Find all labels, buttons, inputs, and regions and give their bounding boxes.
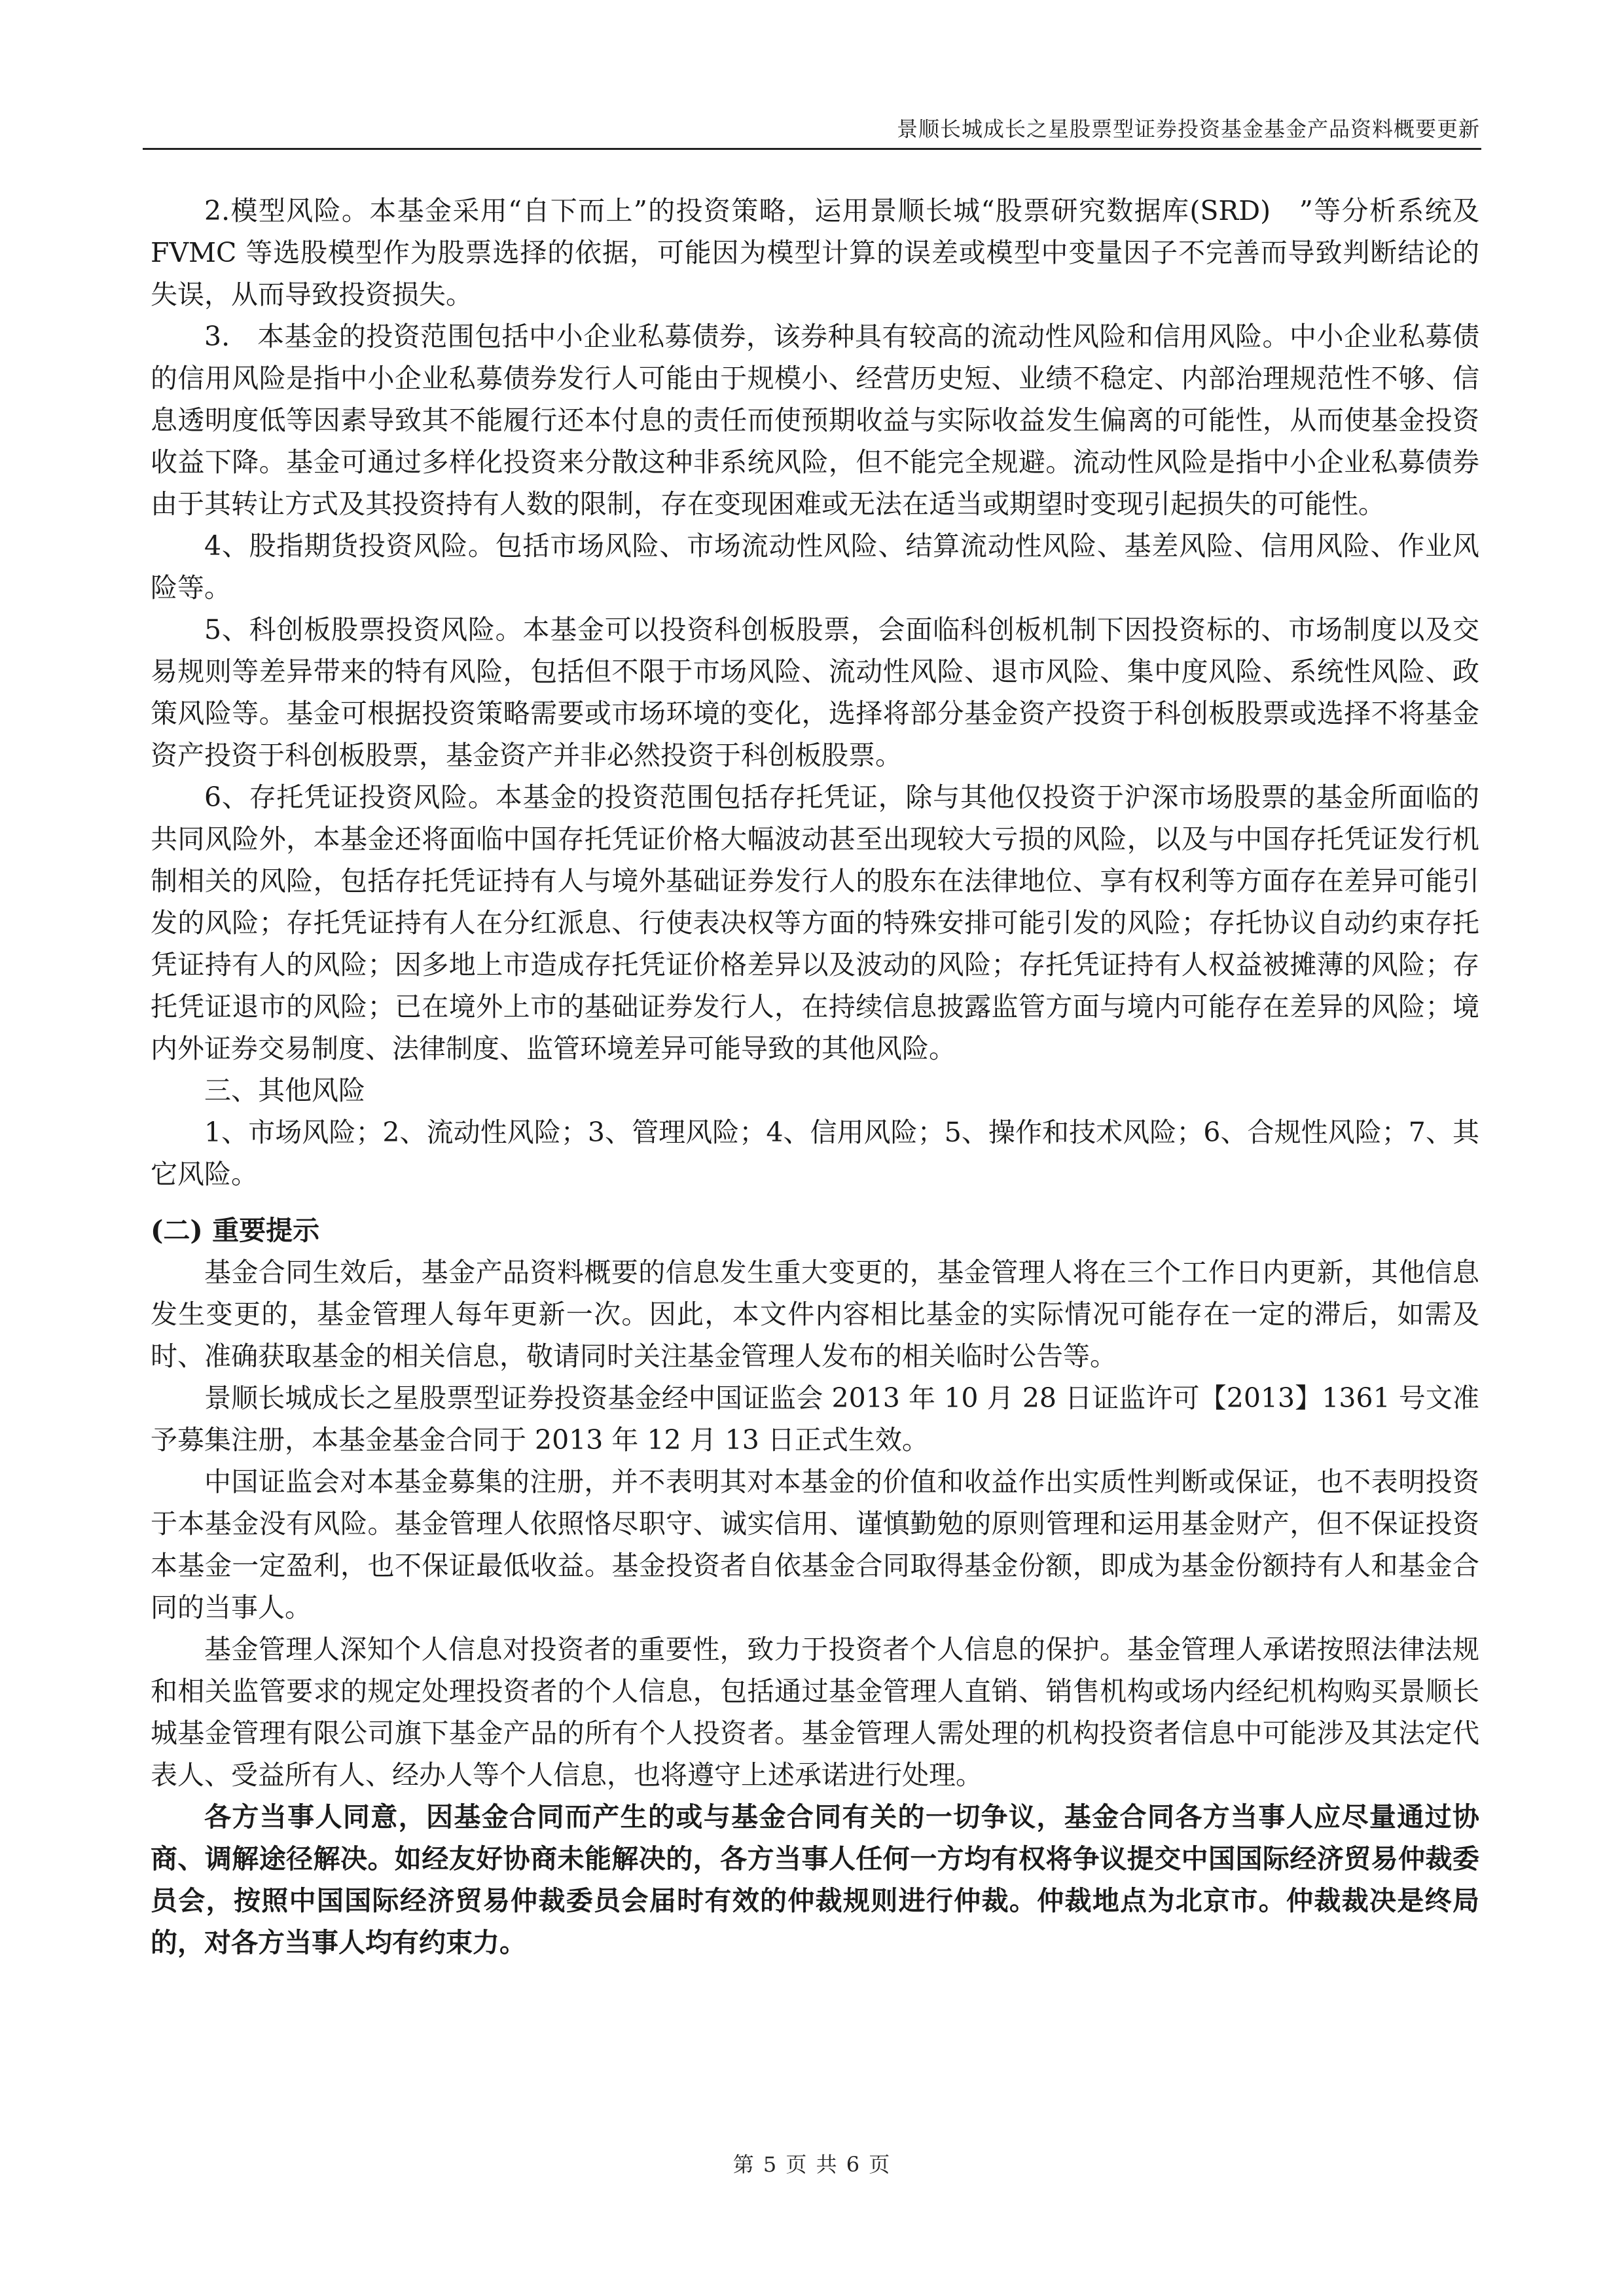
- paragraph-star-market-risk: 5、科创板股票投资风险。本基金可以投资科创板股票，会面临科创板机制下因投资标的、市场制度以及交易规则等差异带来的特有风险，包括但不限于市场风险、流动性风险、退市风险、集中度风险、系统性风险、政策风险等。基金可根据投资策略需要或市场环境的变化，选择将部分基金资产投资于科创板股票或选择不将基金资产投资于科创板股票，基金资产并非必然投资于科创板股票。: [151, 614, 1479, 771]
- paragraph-privacy: 基金管理人深知个人信息对投资者的重要性，致力于投资者个人信息的保护。基金管理人承诺按照法律法规和相关监管要求的规定处理投资者的个人信息，包括通过基金管理人直销、销售机构或场内经纪机构购买景顺长城基金管理有限公司旗下基金产品的所有个人投资者。基金管理人需处理的机构投资者信息中可能涉及其法定代表人、受益所有人、经办人等个人信息，也将遵守上述承诺进行处理。: [151, 1634, 1479, 1791]
- paragraph-update-notice: 基金合同生效后，基金产品资料概要的信息发生重大变更的，基金管理人将在三个工作日内更新，其他信息发生变更的，基金管理人每年更新一次。因此，本文件内容相比基金的实际情况可能存在一定的滞后，如需及时、准确获取基金的相关信息，敬请同时关注基金管理人发布的相关临时公告等。: [151, 1257, 1479, 1372]
- header-divider: [143, 148, 1481, 150]
- paragraph-csrc-disclaimer: 中国证监会对本基金募集的注册，并不表明其对本基金的价值和收益作出实质性判断或保证，也不表明投资于本基金没有风险。基金管理人依照恪尽职守、诚实信用、谨慎勤勉的原则管理和运用基金财产，但不保证投资本基金一定盈利，也不保证最低收益。基金投资者自依基金合同取得基金份额，即成为基金份额持有人和基金合同的当事人。: [151, 1466, 1479, 1623]
- paragraph-other-risks-heading: 三、其他风险: [204, 1075, 365, 1106]
- page-number: 第 5 页 共 6 页: [732, 2152, 892, 2177]
- section-title-important-notice: (二) 重要提示: [151, 1215, 320, 1246]
- paragraph-private-bond-risk: 3. 本基金的投资范围包括中小企业私募债券，该券种具有较高的流动性风险和信用风险。中小企业私募债的信用风险是指中小企业私募债券发行人可能由于规模小、经营历史短、业绩不稳定、内部治理规范性不够、信息透明度低等因素导致其不能履行还本付息的责任而使预期收益与实际收益发生偏离的可能性，从而使基金投资收益下降。基金可通过多样化投资来分散这种非系统风险，但不能完全规避。流动性风险是指中小企业私募债券由于其转让方式及其投资持有人数的限制，存在变现困难或无法在适当或期望时变现引起损失的可能性。: [151, 321, 1479, 520]
- paragraph-depositary-receipt-risk: 6、存托凭证投资风险。本基金的投资范围包括存托凭证，除与其他仅投资于沪深市场股票的基金所面临的共同风险外，本基金还将面临中国存托凭证价格大幅波动甚至出现较大亏损的风险，以及与中国存托凭证发行机制相关的风险，包括存托凭证持有人与境外基础证券发行人的股东在法律地位、享有权利等方面存在差异可能引发的风险；存托凭证持有人在分红派息、行使表决权等方面的特殊安排可能引发的风险；存托协议自动约束存托凭证持有人的风险；因多地上市造成存托凭证价格差异以及波动的风险；存托凭证持有人权益被摊薄的风险；存托凭证退市的风险；已在境外上市的基础证券发行人，在持续信息披露监管方面与境内可能存在差异的风险；境内外证券交易制度、法律制度、监管环境差异可能导致的其他风险。: [151, 781, 1479, 1064]
- paragraph-index-futures-risk: 4、股指期货投资风险。包括市场风险、市场流动性风险、结算流动性风险、基差风险、信用风险、作业风险等。: [151, 530, 1479, 603]
- paragraph-arbitration: 各方当事人同意，因基金合同而产生的或与基金合同有关的一切争议，基金合同各方当事人应尽量通过协商、调解途径解决。如经友好协商未能解决的，各方当事人任何一方均有权将争议提交中国国际经济贸易仲裁委员会，按照中国国际经济贸易仲裁委员会届时有效的仲裁规则进行仲裁。仲裁地点为北京市。仲裁裁决是终局的，对各方当事人均有约束力。: [151, 1801, 1479, 1958]
- document-body: [151, 190, 1479, 1964]
- paragraph-model-risk: 2.模型风险。本基金采用“自下而上”的投资策略，运用景顺长城“股票研究数据库(SRD) ”等分析系统及 FVMC 等选股模型作为股票选择的依据，可能因为模型计算的误差或模型中变量因子不完善而导致判断结论的失误，从而导致投资损失。: [151, 195, 1479, 310]
- running-header: 景顺长城成长之星股票型证券投资基金基金产品资料概要更新: [896, 117, 1480, 141]
- paragraph-registration: 景顺长城成长之星股票型证券投资基金经中国证监会 2013 年 10 月 28 日证监许可【2013】1361 号文准予募集注册，本基金基金合同于 2013 年 12 月 13 日正式生效。: [151, 1382, 1479, 1456]
- paragraph-other-risks-list: 1、市场风险；2、流动性风险；3、管理风险；4、信用风险；5、操作和技术风险；6、合规性风险；7、其它风险。: [151, 1117, 1479, 1190]
